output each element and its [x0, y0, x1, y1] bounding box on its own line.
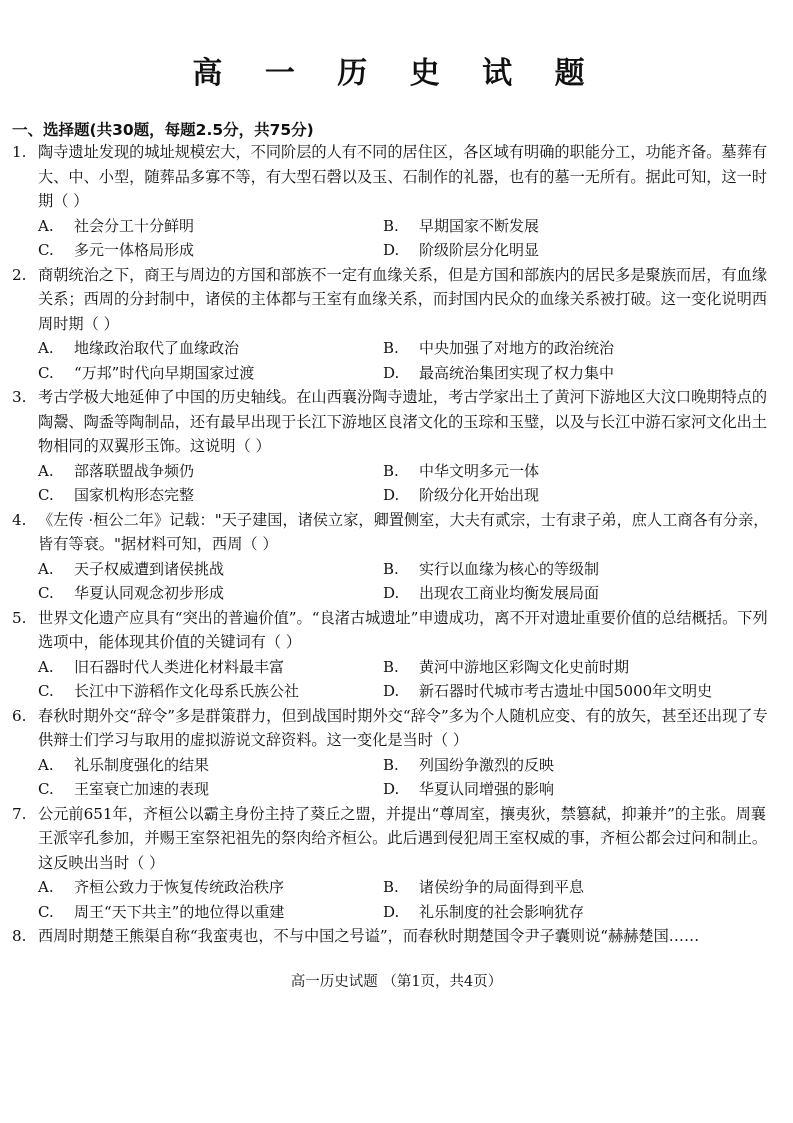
option-c: C. “万邦”时代向早期国家过渡 [38, 363, 255, 382]
option-b: B. 早期国家不断发展 [383, 216, 540, 235]
question-number: 7. [12, 804, 27, 823]
option-c: C. 周王“天下共主”的地位得以重建 [38, 902, 285, 921]
question-number: 3. [12, 388, 27, 406]
question-7 [12, 802, 770, 925]
option-d: D. 新石器时代城市考古遗址中国5000年文明史 [383, 682, 713, 700]
question-stem: 西周时期楚王熊渠自称“我蛮夷也，不与中国之号谥”，而春秋时期楚国令尹子囊则说“赫赫楚国…… [38, 927, 700, 945]
option-a: A. 旧石器时代人类进化材料最丰富 [38, 657, 285, 676]
option-c: C. 多元一体格局形成 [38, 241, 195, 259]
question-number: 6. [12, 706, 27, 725]
question-stem: 商朝统治之下，商王与周边的方国和部族不一定有血缘关系，但是方国和部族内的居民多是聚族而居，有血缘关系；西周的分封制中，诸侯的主体都与王室有血缘关系，而封国内民众的血缘关系被打破。这一变化说明西周时期（ ） [38, 265, 767, 333]
section-heading: 一、选择题(共30题，每题2.5分，共75分) [12, 121, 314, 139]
option-d: D. 出现农工商业均衡发展局面 [383, 584, 600, 602]
question-stem: 世界文化遗产应具有“突出的普遍价值”。“良渚古城遗址”申遗成功，离不开对遗址重要价值的总结概括。下列选项中，能体现其价值的关键词有（ ） [38, 608, 768, 651]
question-number: 1. [12, 143, 27, 161]
option-b: B. 诸侯纷争的局面得到平息 [383, 878, 585, 896]
question-stem: 春秋时期外交“辞令”多是群策群力，但到战国时期外交“辞令”多为个人随机应变、有的放矢，甚至还出现了专供辩士们学习与取用的虚拟游说文辞资料。这一变化是当时（ ） [38, 706, 768, 749]
question-2 [12, 263, 770, 386]
question-number: 8. [12, 927, 27, 945]
option-b: B. 中央加强了对地方的政治统治 [383, 339, 615, 357]
question-number: 5. [12, 608, 27, 627]
page-title: 高 一 历 史 试 题 [192, 56, 601, 91]
option-d: D. 礼乐制度的社会影响犹存 [383, 902, 585, 921]
question-8 [12, 924, 770, 949]
option-b: B. 实行以血缘为核心的等级制 [383, 559, 600, 578]
question-list [12, 140, 770, 949]
option-a: A. 社会分工十分鲜明 [38, 216, 195, 235]
question-5 [12, 606, 770, 704]
option-b: B. 中华文明多元一体 [383, 461, 540, 480]
option-d: D. 阶级分化开始出现 [383, 486, 540, 504]
question-stem: 考古学极大地延伸了中国的历史轴线。在山西襄汾陶寺遗址，考古学家出土了黄河下游地区大汶口晚期特点的陶鬶、陶盉等陶制品，还有最早出现于长江下游地区良渚文化的玉琮和玉璧，以及与长江中游石家河文化出土物相同的双翼形玉饰。这说明（ ） [38, 388, 767, 455]
question-stem: 陶寺遗址发现的城址规模宏大，不同阶层的人有不同的居住区，各区域有明确的职能分工，功能齐备。墓葬有大、中、小型，随葬品多寡不等，有大型石磬以及玉、石制作的礼器，也有的墓一无所有。据此可知，这一时期（ ） [38, 143, 767, 210]
option-a: A. 地缘政治取代了血缘政治 [38, 339, 240, 357]
option-c: C. 长江中下游稻作文化母系氏族公社 [38, 682, 300, 700]
question-number: 2. [12, 265, 27, 284]
option-d: D. 阶级阶层分化明显 [383, 241, 540, 259]
option-d: D. 最高统治集团实现了权力集中 [383, 363, 615, 382]
option-c: C. 王室衰亡加速的表现 [38, 780, 210, 798]
question-4 [12, 508, 770, 606]
option-a: A. 礼乐制度强化的结果 [38, 755, 210, 774]
question-3 [12, 385, 770, 508]
question-stem: 《左传 ·桓公二年》记载："天子建国，诸侯立家，卿置侧室，大夫有贰宗，士有隶子弟，庶人工商各有分亲，皆有等衰。"据材料可知，西周（ ） [38, 510, 769, 553]
option-b: B. 黄河中游地区彩陶文化史前时期 [383, 657, 630, 676]
question-number: 4. [12, 510, 27, 529]
question-6 [12, 704, 770, 802]
option-a: A. 部落联盟战争频仍 [38, 461, 195, 480]
page-footer: 高一历史试题 （第1页，共4页） [290, 974, 503, 990]
question-1 [12, 140, 770, 263]
option-a: A. 天子权威遭到诸侯挑战 [38, 559, 225, 578]
option-a: A. 齐桓公致力于恢复传统政治秩序 [38, 878, 285, 896]
option-c: C. 国家机构形态完整 [38, 486, 195, 504]
question-stem: 公元前651年，齐桓公以霸主身份主持了葵丘之盟，并提出“尊周室，攘夷狄，禁篡弑，抑兼并”的主张。周襄王派宰孔参加，并赐王室祭祀祖先的祭肉给齐桓公。此后遇到侵犯周王室权威的事，齐桓公都会过问和制止。这反映出当时（ ） [38, 804, 767, 872]
option-d: D. 华夏认同增强的影响 [383, 780, 555, 798]
option-c: C. 华夏认同观念初步形成 [38, 584, 225, 602]
option-b: B. 列国纷争激烈的反映 [383, 755, 555, 774]
